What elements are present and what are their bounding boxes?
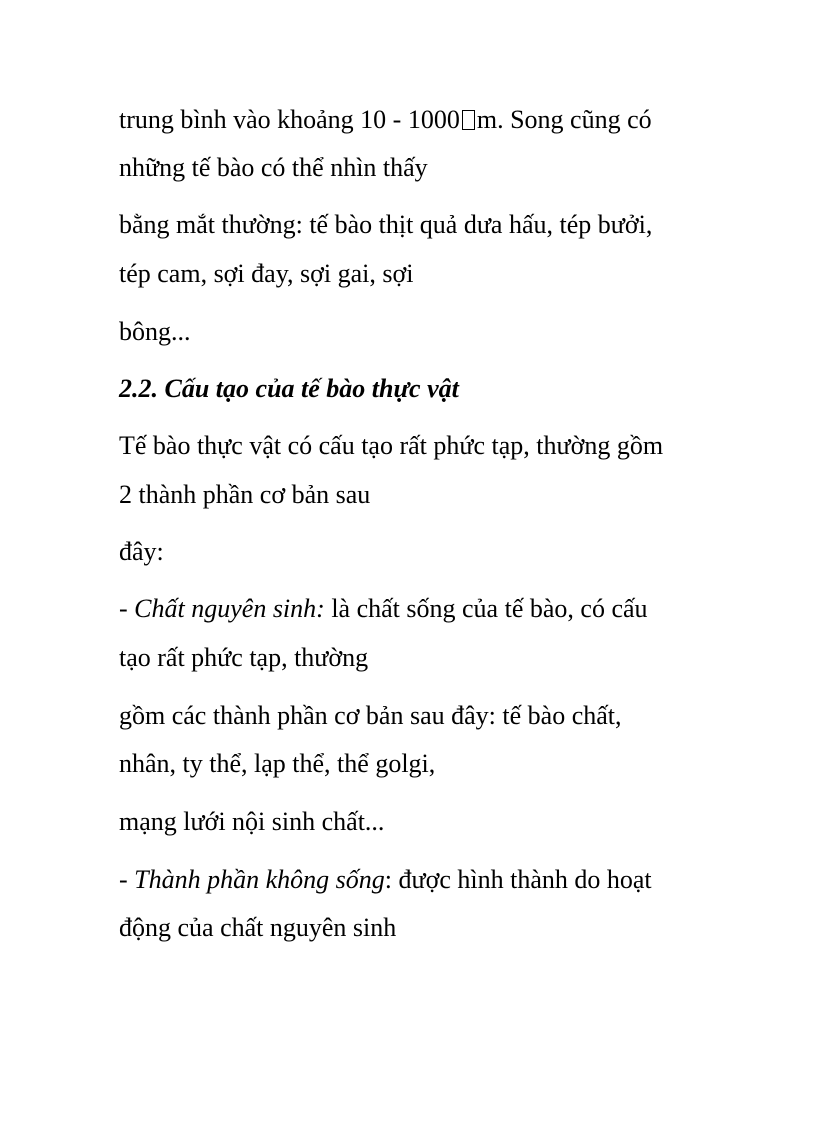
text-line-15: động của chất nguyên sinh xyxy=(119,913,397,942)
text-line-1-before: trung bình vào khoảng 10 - 1000 xyxy=(119,105,460,134)
text-line-14-rest: : được hình thành do hoạt xyxy=(384,865,652,894)
text-line-6: Tế bào thực vật có cấu tạo rất phức tạp, thường gồm xyxy=(119,431,664,460)
section-heading: 2.2. Cấu tạo của tế bào thực vật xyxy=(119,374,459,403)
text-line-3: bằng mắt thường: tế bào thịt quả dưa hấu, tép bưởi, xyxy=(119,210,653,239)
text-line-13: mạng lưới nội sinh chất... xyxy=(119,807,385,836)
text-line-11: gồm các thành phần cơ bản sau đây: tế bào chất, xyxy=(119,701,622,730)
text-line-9-prefix: - xyxy=(119,594,135,623)
text-line-5: bông... xyxy=(119,317,191,346)
text-line-1 xyxy=(119,105,652,135)
text-line-2: những tế bào có thể nhìn thấy xyxy=(119,153,428,182)
term-thanh-phan-khong-song: Thành phần không sống xyxy=(134,865,385,894)
text-line-8: đây: xyxy=(119,537,164,566)
text-line-9-rest: là chất sống của tế bào, có cấu xyxy=(324,594,648,623)
text-line-14 xyxy=(119,865,652,895)
text-line-9 xyxy=(119,594,648,624)
text-line-14-prefix: - xyxy=(119,865,135,894)
text-line-7: 2 thành phần cơ bản sau xyxy=(119,480,371,509)
text-line-4: tép cam, sợi đay, sợi gai, sợi xyxy=(119,259,414,288)
text-line-12: nhân, ty thể, lạp thể, thể golgi, xyxy=(119,749,436,778)
text-line-10: tạo rất phức tạp, thường xyxy=(119,643,369,672)
text-line-1-after: m. Song cũng có xyxy=(476,105,652,134)
missing-glyph-box xyxy=(462,110,475,130)
term-chat-nguyen-sinh: Chất nguyên sinh: xyxy=(134,594,325,623)
